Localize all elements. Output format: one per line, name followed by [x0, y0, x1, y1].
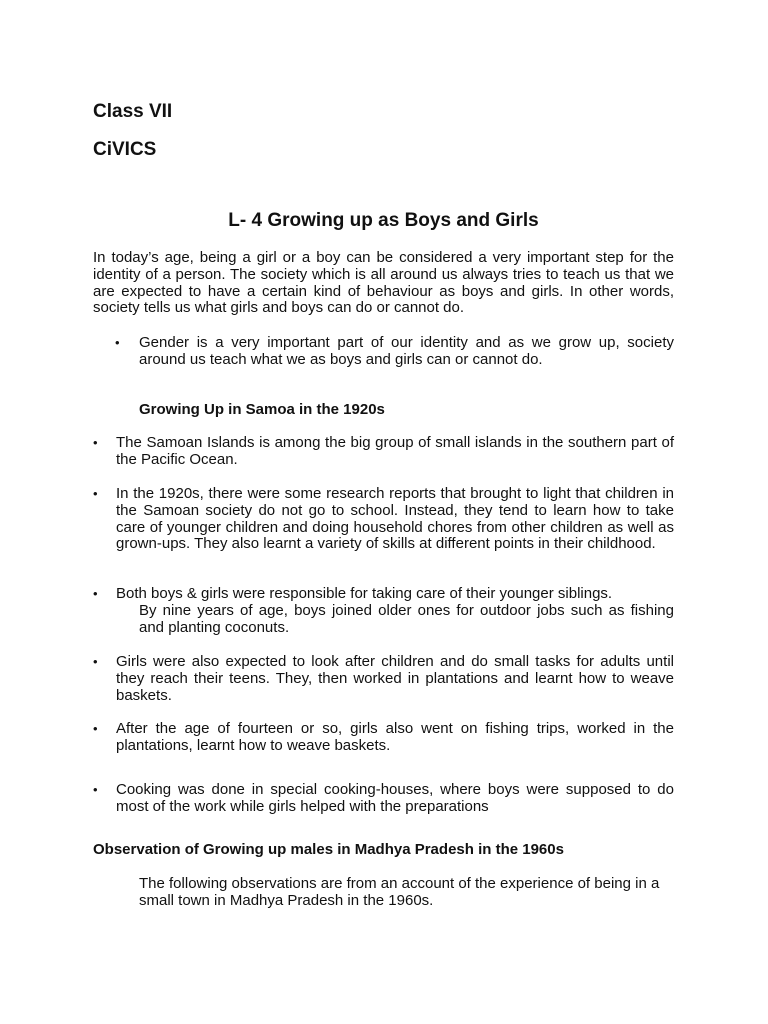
class-label: Class VII — [93, 101, 173, 122]
mp-intro: The following observations are from an account of the experience of being in a small town in Madhya Pradesh in the 1960s. — [139, 875, 660, 909]
bullet-icon: • — [93, 486, 98, 501]
samoa-point: In the 1920s, there were some research reports that brought to light that children in the Samoan society do not go to school. Instead, they tend to learn how to take care of younger children and doing household chores from other children as well as grown-ups. They also learnt a variety of skills at different points in their childhood. — [116, 485, 674, 553]
lesson-title: L- 4 Growing up as Boys and Girls — [228, 210, 539, 231]
boys-note: By nine years of age, boys joined older ones for outdoor jobs such as fishing and planting coconuts. — [139, 602, 674, 636]
samoa-point: The Samoan Islands is among the big group of small islands in the southern part of the Pacific Ocean. — [116, 434, 674, 468]
mp-heading: Observation of Growing up males in Madhya Pradesh in the 1960s — [93, 841, 564, 858]
gender-point: Gender is a very important part of our identity and as we grow up, society around us teach what we as boys and girls can or cannot do. — [139, 334, 674, 368]
samoa-point: After the age of fourteen or so, girls also went on fishing trips, worked in the plantations, learnt how to weave baskets. — [116, 720, 674, 754]
samoa-point: Both boys & girls were responsible for taking care of their younger siblings. — [116, 585, 613, 602]
bullet-icon: • — [115, 335, 120, 350]
intro-paragraph: In today’s age, being a girl or a boy can be considered a very important step for the identity of a person. The society which is all around us always tries to teach us that we are expected to have a certain kind of behaviour as boys and girls. In other words, society tells us what girls and boys can do or cannot do. — [93, 249, 674, 317]
samoa-point: Girls were also expected to look after children and do small tasks for adults until they reach their teens. They, then worked in plantations and learnt how to weave baskets. — [116, 653, 674, 704]
bullet-icon: • — [93, 782, 98, 797]
samoa-heading: Growing Up in Samoa in the 1920s — [139, 401, 385, 418]
bullet-icon: • — [93, 435, 98, 450]
bullet-icon: • — [93, 586, 98, 601]
samoa-point: Cooking was done in special cooking-houses, where boys were supposed to do most of the work while girls helped with the preparations — [116, 781, 674, 815]
bullet-icon: • — [93, 721, 98, 736]
bullet-icon: • — [93, 654, 98, 669]
subject-label: CiVICS — [93, 139, 157, 160]
